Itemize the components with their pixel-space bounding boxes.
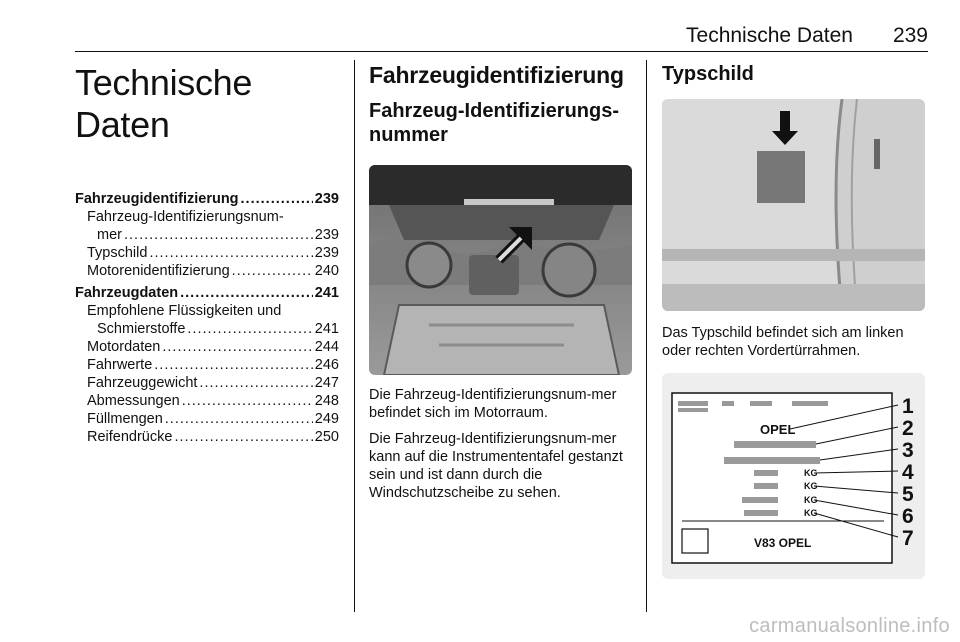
vin-text [369,386,635,510]
plate-brand: OPEL [760,422,796,437]
vin-paragraph-1: Die Fahrzeug-Identifizierungsnum-mer befindet sich im Motorraum. [369,387,617,421]
toc-leader-dots [149,244,312,262]
toc-entry-page: 246 [314,357,339,373]
typschild-text [662,324,932,368]
toc-entry[interactable] [75,410,339,428]
toc-entry[interactable] [75,356,339,374]
toc-entry-page: 239 [314,227,339,243]
toc-entry[interactable] [75,226,339,244]
table-of-contents [75,190,339,446]
door-frame-image [662,99,925,311]
toc-entry[interactable] [75,338,339,356]
toc-entry-label: Empfohlene Flüssigkeiten und [87,303,282,319]
callout-4: 4 [902,461,914,484]
toc-leader-dots [124,226,313,244]
column-divider-2 [646,60,647,612]
toc-entry[interactable] [75,302,339,320]
toc-entry-label: mer [97,227,122,243]
toc-section-entry[interactable] [75,190,339,208]
callout-7: 7 [902,527,914,550]
chapter-title: Technische Daten [75,62,253,145]
toc-entry[interactable] [75,244,339,262]
running-header [686,24,928,48]
header-rule [75,51,928,52]
callout-3: 3 [902,439,914,462]
toc-entry-page: 241 [314,321,339,337]
toc-entry[interactable] [75,428,339,446]
toc-leader-dots [187,320,312,338]
callout-2: 2 [902,417,914,440]
toc-entry[interactable] [75,374,339,392]
toc-entry-label: Fahrzeug-Identifizierungsnum- [87,209,284,225]
toc-leader-dots [241,190,313,208]
plate-model: V83 OPEL [754,536,812,550]
plate-kg-2: KG [804,481,818,491]
toc-leader-dots [199,374,312,392]
toc-leader-dots [180,284,313,302]
toc-column [75,62,340,446]
toc-entry-label: Füllmengen [87,411,163,427]
toc-leader-dots [165,410,313,428]
toc-entry-page: 244 [314,339,339,355]
callout-6: 6 [902,505,914,528]
vin-subheading-line2: nummer [369,124,448,146]
toc-leader-dots [174,428,312,446]
typschild-paragraph: Das Typschild befindet sich am linken oder rechten Vordertürrahmen. [662,325,904,359]
toc-leader-dots [182,392,313,410]
toc-entry[interactable] [75,262,339,280]
door-frame-illustration [662,99,925,311]
toc-entry-label: Motordaten [87,339,161,355]
header-title: Technische Daten [686,24,853,47]
toc-entry-page: 240 [314,263,339,279]
toc-entry[interactable] [75,208,339,226]
plate-kg-3: KG [804,495,818,505]
typschild-heading: Typschild [662,63,754,85]
toc-entry-label: Reifendrücke [87,429,173,445]
toc-entry-page: 250 [314,429,339,445]
toc-entry[interactable] [75,320,339,338]
toc-entry-label: Motorenidentifizierung [87,263,230,279]
engine-bay-illustration [369,165,632,375]
toc-entry-page: 248 [314,393,339,409]
toc-leader-dots [232,262,313,280]
toc-entry-label: Typschild [87,245,148,261]
toc-entry-page: 241 [314,285,339,301]
callout-5: 5 [902,483,914,506]
plate-kg-1: KG [804,468,818,478]
toc-entry-label: Abmessungen [87,393,180,409]
plate-kg-4: KG [804,508,818,518]
toc-entry-label: Fahrzeugdaten [75,285,179,301]
toc-entry-label: Fahrwerte [87,357,153,373]
callout-1: 1 [902,395,914,418]
toc-entry-label: Fahrzeuggewicht [87,375,198,391]
vin-paragraph-2: Die Fahrzeug-Identifizierungsnum-mer kann auf die Instrumententafel gestanzt sein und ist dann durch die Windschutzscheibe zu sehen. [369,431,623,501]
toc-entry-page: 247 [314,375,339,391]
page-number: 239 [892,24,928,47]
toc-entry[interactable] [75,392,339,410]
vin-subheading-line1: Fahrzeug-Identifizierungs- [369,100,619,122]
type-plate-illustration [662,373,925,579]
toc-section-entry[interactable] [75,284,339,302]
toc-entry-page: 249 [314,411,339,427]
vin-column [369,62,635,147]
column-divider-1 [354,60,355,612]
watermark: carmanualsonline.info [749,615,950,637]
toc-entry-page: 239 [314,245,339,261]
toc-entry-page: 239 [314,191,339,207]
toc-entry-label: Schmierstoffe [97,321,186,337]
toc-entry-label: Fahrzeugidentifizierung [75,191,239,207]
toc-leader-dots [154,356,313,374]
typschild-column [662,62,932,86]
engine-bay-image [369,165,632,375]
section-heading: Fahrzeugidentifizierung [369,62,624,88]
type-plate-image [662,373,925,579]
toc-leader-dots [162,338,312,356]
